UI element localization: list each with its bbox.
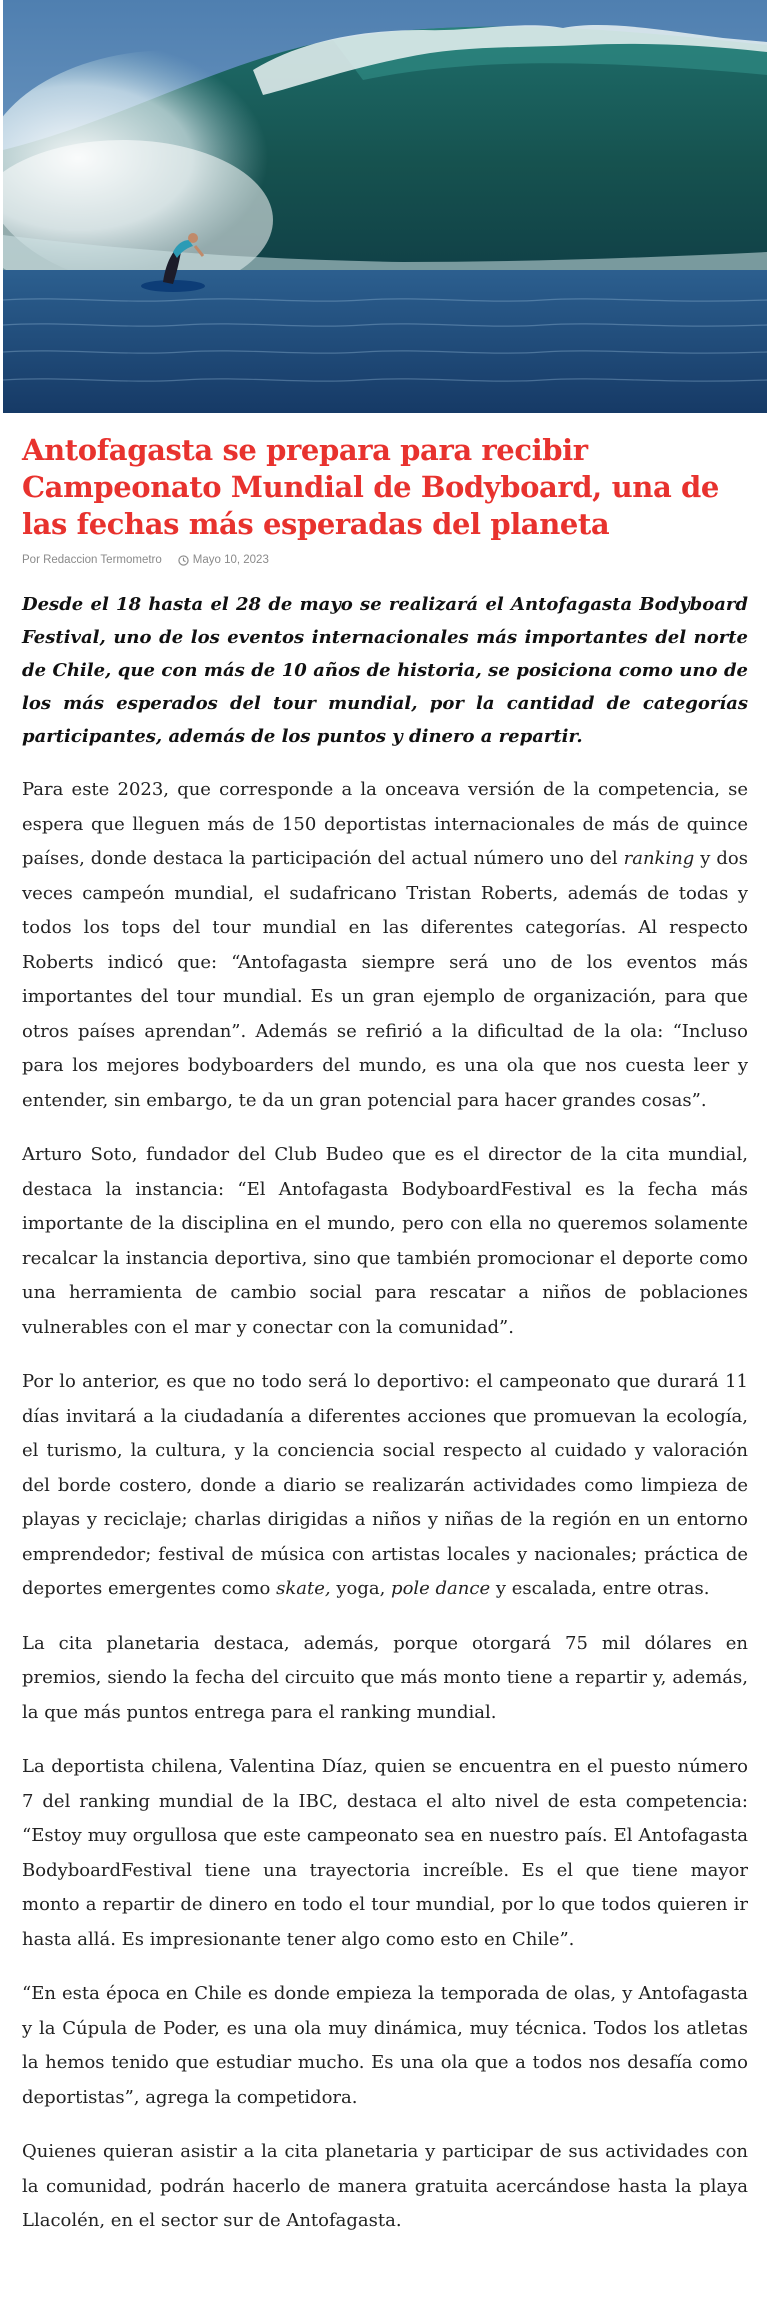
article-lead: Desde el 18 hasta el 28 de mayo se realizará el Antofagasta Bodyboard Festival, uno de los eventos internacionales más importantes del norte de Chile, que con más de 10 años de historia, se posiciona como uno de los más esperados del tour mundial, por la cantidad de categorías participantes, además de los puntos y dinero a repartir. bbox=[22, 594, 748, 747]
hero-image bbox=[3, 0, 767, 413]
article-title: Antofagasta se prepara para recibir Campeonato Mundial de Bodyboard, una de las fechas más esperadas del planeta bbox=[22, 433, 719, 541]
author-byline[interactable]: Por Redaccion Termometro bbox=[22, 554, 162, 566]
publish-date bbox=[178, 554, 269, 566]
paragraph-3: Por lo anterior, es que no todo será lo deportivo: el campeonato que durará 11 días invitará a la ciudadanía a diferentes acciones que promuevan la ecología, el turismo, la cultura, y la conciencia social respecto al cuidado y valoración del borde costero, donde a diario se realizarán actividades como limpieza de playas y reciclaje; charlas dirigidas a niños y niñas de la región en un entorno emprendedor; festival de música con artistas locales y nacionales; práctica de deportes emergentes como skate, yoga, pole dance y escalada, entre otras. bbox=[22, 1371, 748, 1599]
article-content bbox=[22, 432, 748, 2239]
clock-icon bbox=[178, 555, 189, 566]
paragraph-6: “En esta época en Chile es donde empieza la temporada de olas, y Antofagasta y la Cúpula de Poder, es una ola muy dinámica, muy técnica. Todos los atletas la hemos tenido que estudiar mucho. Es una ola que a todos nos desafía como deportistas”, agrega la competidora. bbox=[22, 1983, 748, 2108]
paragraph-7: Quienes quieran asistir a la cita planetaria y participar de sus actividades con la comunidad, podrán hacerlo de manera gratuita acercándose hasta la playa Llacolén, en el sector sur de Antofagasta. bbox=[22, 2141, 748, 2231]
paragraph-2: Arturo Soto, fundador del Club Budeo que es el director de la cita mundial, destaca la instancia: “El Antofagasta BodyboardFestival es la fecha más importante de la disciplina en el mundo, pero con ella no queremos solamente recalcar la instancia deportiva, sino que también promocionar el deporte como una herramienta de cambio social para rescatar a niños de poblaciones vulnerables con el mar y conectar con la comunidad”. bbox=[22, 1144, 748, 1338]
emphasis-skate: skate, bbox=[276, 1578, 331, 1599]
paragraph-5: La deportista chilena, Valentina Díaz, quien se encuentra en el puesto número 7 del ranking mundial de la IBC, destaca el alto nivel de esta competencia: “Estoy muy orgullosa que este campeonato sea en nuestro país. El Antofagasta BodyboardFestival tiene una trayectoria increíble. Es el que tiene mayor monto a repartir de dinero en todo el tour mundial, por lo que todos quieren ir hasta allá. Es impresionante tener algo como esto en Chile”. bbox=[22, 1756, 748, 1950]
date-text: Mayo 10, 2023 bbox=[192, 554, 269, 566]
article-meta bbox=[22, 554, 748, 566]
paragraph-4: La cita planetaria destaca, además, porque otorgará 75 mil dólares en premios, siendo la fecha del circuito que más monto tiene a repartir y, además, la que más puntos entrega para el ranking mundial. bbox=[22, 1632, 748, 1723]
paragraph-1: Para este 2023, que corresponde a la onceava versión de la competencia, se espera que lleguen más de 150 deportistas internacionales de más de quince países, donde destaca la participación del actual número uno del ranking y dos veces campeón mundial, el sudafricano Tristan Roberts, además de todas y todos los tops del tour mundial en las diferentes categorías. Al respecto Roberts indicó que: “Antofagasta siempre será uno de los eventos más importantes del tour mundial. Es un gran ejemplo de organización, para que otros países aprendan”. Además se refirió a la dificultad de la ola: “Incluso para los mejores bodyboarders del mundo, es una ola que nos cuesta leer y entender, sin embargo, te da un gran potencial para hacer grandes cosas”. bbox=[22, 779, 748, 1111]
emphasis-pole-dance: pole dance bbox=[391, 1578, 491, 1599]
emphasis-ranking: ranking bbox=[623, 848, 695, 869]
wave-photo bbox=[3, 0, 767, 413]
